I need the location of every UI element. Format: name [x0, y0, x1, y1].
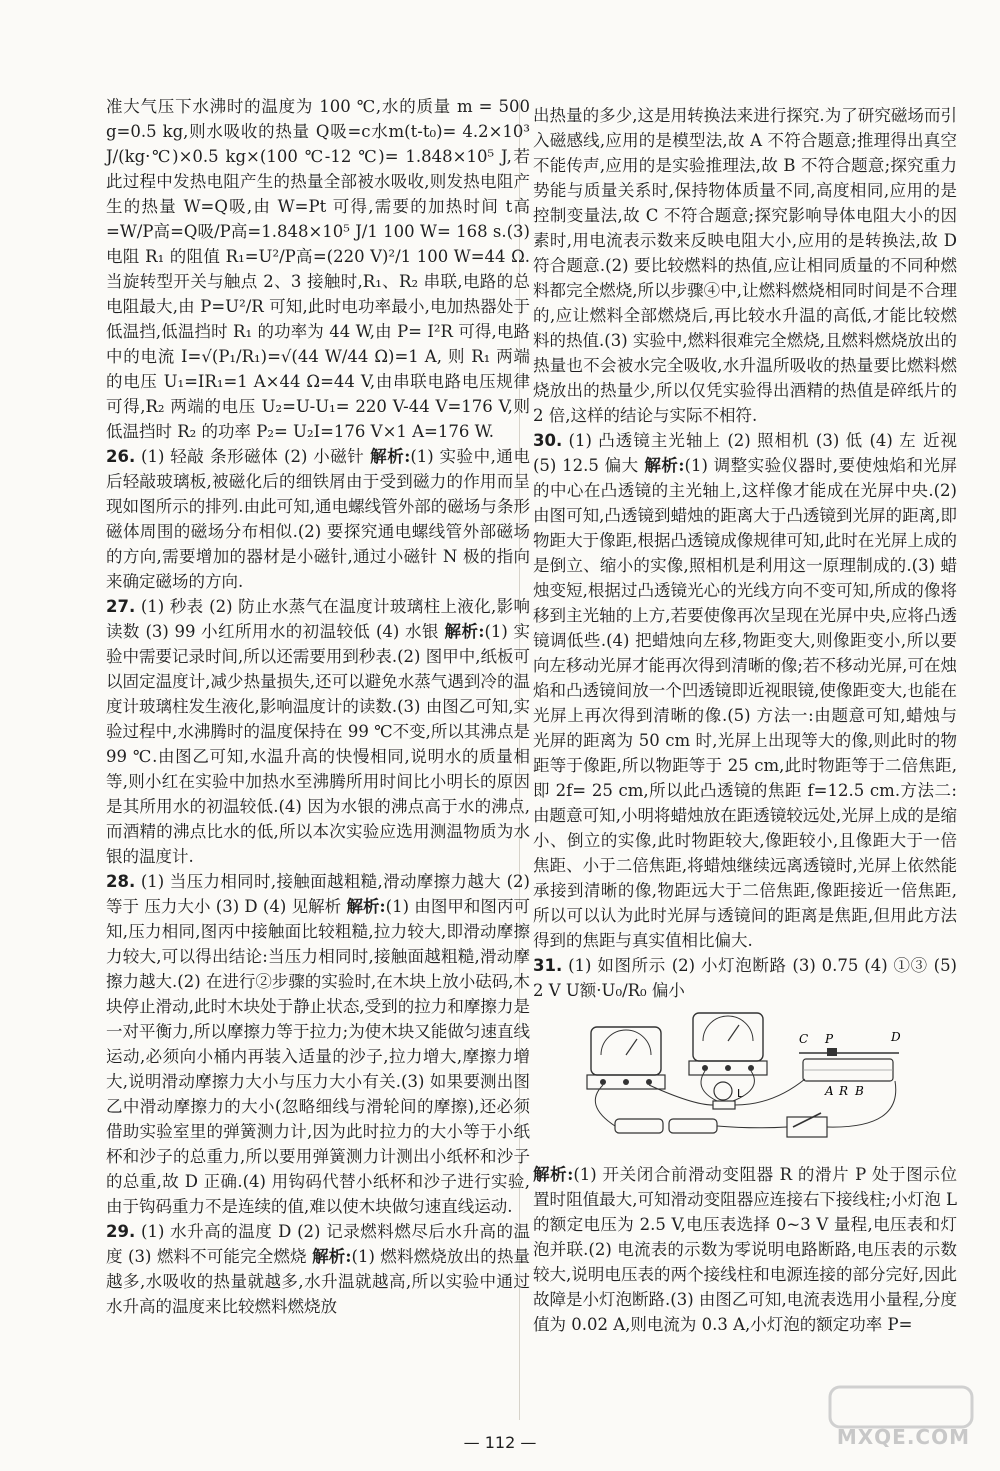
terminal-a: A	[825, 1084, 834, 1098]
q27-answer: (1) 秒表 (2) 防止水蒸气在温度计玻璃柱上液化,影响读数 (3) 99 小红所用水的初温较低 (4) 水银	[106, 597, 530, 641]
left-column	[106, 94, 530, 1319]
q28-analysis-label: 解析:	[346, 897, 386, 916]
slider-p: P	[825, 1032, 834, 1046]
right-column	[533, 103, 957, 1337]
q27-analysis: (1) 实验中需要记录时间,所以还需要用到秒表.(2) 图甲中,纸板可以固定温度计,减少热量损失,还可以避免水蒸气遇到冷的温度计玻璃柱发生液化,影响温度计的读数.(3) 由图乙可知,实验过程中,水沸腾时的温度保持在 99 ℃不变,所以其沸点是 99 ℃.由图乙可知,水温升高的快慢相同,说明水的质量相等,则小红在实验中加热水至沸腾所用时间比小明长的原因是其所用水的初温较低.(4) 因为水银的沸点高于水的沸点,而酒精的沸点比水的低,所以本次实验应选用测温物质为水银的温度计.	[106, 622, 531, 866]
q30-answer: (1) 凸透镜主光轴上 (2) 照相机 (3) 低 (4) 左 近视 (5) 12.5 偏大	[533, 431, 957, 475]
q29-continuation: 出热量的多少,这是用转换法来进行探究.为了研究磁场而引入磁感线,应用的是模型法,故 A 不符合题意;推理得出真空不能传声,应用的是实验推理法,故 B 不符合题意;探究重力势能与质量关系时,保持物体质量不同,高度相同,应用的是控制变量法,故 C 不符合题意;探究影响导体电阻大小的因素时,用电流表示数来反映电阻大小,应用的是转换法,故 D 符合题意.(2) 要比较燃料的热值,应让相同质量的不同种燃料都完全燃烧,所以步骤④中,让燃料燃烧相同时间是不合理的,应让燃料全部燃烧后,再比较水升温的高低,才能比较燃料的热值.(3) 实验中,燃料很难完全燃烧,且燃料燃烧放出的热量也不会被水完全吸收,水升温所吸收的热量要比燃料燃烧放出的热量少,所以仅凭实验得出酒精的热值是碎纸片的 2 倍,这样的结论与实际不相符.	[533, 106, 957, 425]
terminal-c: C	[799, 1032, 809, 1046]
bulb-label: L	[737, 1087, 744, 1100]
page-number: — 112 —	[463, 1433, 537, 1452]
q29-analysis: (1) 燃料燃烧放出的热量越多,水吸收的热量就越多,水升温就越高,所以实验中通过水升高的温度来比较燃料燃烧放	[106, 1247, 531, 1316]
rheostat	[799, 1030, 901, 1098]
terminal-b: B	[855, 1084, 864, 1098]
q27	[106, 594, 530, 869]
q31-answer: (1) 如图所示 (2) 小灯泡断路 (3) 0.75 (4) ①③ (5) 2 V U额·U₀/R₀ 偏小	[533, 956, 957, 1000]
q31	[533, 953, 957, 1003]
q29-answer: (1) 水升高的温度 D (2) 记录燃料燃尽后水升高的温度 (3) 燃料不可能完全燃烧	[106, 1222, 531, 1266]
watermark-text: MXQE.COM	[836, 1425, 970, 1449]
q26-analysis: (1) 实验中,通电后轻敲玻璃板,被磁化后的细铁屑由于受到磁力的作用而呈现如图所示的排列.由此可知,通电螺线管外部的磁场与条形磁体周围的磁场分布相似.(2) 要探究通电螺线管外部磁场的方向,需要增加的器材是小磁针,通过小磁针 N 极的指向来确定磁场的方向.	[106, 447, 530, 591]
q27-analysis-label: 解析:	[444, 622, 485, 641]
q28	[106, 869, 530, 1219]
q27-number: 27.	[106, 597, 136, 616]
q30-analysis-label: 解析:	[644, 456, 685, 475]
circuit-diagram	[573, 1009, 913, 1149]
q29-analysis-label: 解析:	[312, 1247, 352, 1266]
q29-number: 29.	[106, 1222, 136, 1241]
voltmeter	[689, 1013, 767, 1075]
q30-number: 30.	[533, 431, 563, 450]
q28-answer: (1) 当压力相同时,接触面越粗糙,滑动摩擦力越大 (2) 等于 压力大小 (3) D (4) 见解析	[106, 872, 530, 916]
q29	[106, 1219, 530, 1319]
q30	[533, 428, 957, 953]
q26	[106, 444, 530, 594]
resistor-r: R	[839, 1084, 849, 1098]
q26-analysis-label: 解析:	[370, 447, 411, 466]
battery	[615, 1119, 717, 1133]
q30-analysis: (1) 调整实验仪器时,要使烛焰和光屏的中心在凸透镜的主光轴上,这样像才能成在光屏中央.(2) 由图可知,凸透镜到蜡烛的距离大于凸透镜到光屏的距离,即物距大于像距,根据凸透镜成像规律可知,此时在光屏上成的是倒立、缩小的实像,照相机是利用这一原理制成的.(3) 蜡烛变短,根据过凸透镜光心的光线方向不变可知,所成的像将移到主光轴的上方,若要使像再次呈现在光屏中央,应将凸透镜调低些.(4) 把蜡烛向左移,物距变大,则像距变小,所以要向左移动光屏才能再次得到清晰的像;若不移动光屏,可在烛焰和凸透镜间放一个凹透镜即近视眼镜,使像距变大,也能在光屏上再次得到清晰的像.(5) 方法一:由题意可知,蜡烛与光屏的距离为 50 cm 时,光屏上出现等大的像,则此时的物距等于像距,所以物距等于 25 cm,此时物距等于二倍焦距,即 2f= 25 cm,所以此凸透镜的焦距 f=12.5 cm.方法二:由题意可知,小明将蜡烛放在距透镜较远处,光屏上成的是缩小、倒立的实像,此时物距较大,像距较小,且像距大于一倍焦距、小于二倍焦距,将蜡烛继续远离透镜时,光屏上依然能承接到清晰的像,物距远大于二倍焦距,像距接近一倍焦距,所以可以认为此时光屏与透镜间的距离是焦距,但用此方法得到的焦距与真实值相比偏大.	[533, 456, 957, 950]
terminal-d: D	[891, 1030, 901, 1044]
q31-analysis-block	[533, 1162, 957, 1337]
ammeter	[587, 1027, 665, 1089]
q26-answer: (1) 轻敲 条形磁体 (2) 小磁针	[141, 447, 365, 466]
q31-analysis-label: 解析:	[533, 1165, 574, 1184]
q28-number: 28.	[106, 872, 136, 891]
q25-continuation: 准大气压下水沸时的温度为 100 ℃,水的质量 m = 500 g=0.5 kg,则水吸收的热量 Q吸=c水m(t-t₀)= 4.2×10³ J/(kg·℃)×0.5 kg×(100 ℃-12 ℃)= 1.848×10⁵ J,若此过程中发热电阻产生的热量全部被水吸收,则发热电阻产生的热量 W=Q吸,由 W=Pt 可得,需要的加热时间 t高=W/P高=Q吸/P高=1.848×10⁵ J/1 100 W= 168 s.(3)电阻 R₁ 的阻值 R₁=U²/P高=(220 V)²/1 100 W=44 Ω. 当旋转型开关与触点 2、3 接触时,R₁、R₂ 串联,电路的总电阻最大,由 P=U²/R 可知,此时电功率最小,电加热器处于低温挡,低温挡时 R₁ 的功率为 44 W,由 P= I²R 可得,电路中的电流 I=√(P₁/R₁)=√(44 W/44 Ω)=1 A, 则 R₁ 两端的电压 U₁=IR₁=1 A×44 Ω=44 V,由串联电路电压规律可得,R₂ 两端的电压 U₂=U-U₁= 220 V-44 V=176 V,则低温挡时 R₂ 的功率 P₂= U₂I=176 V×1 A=176 W.	[106, 97, 530, 441]
q26-number: 26.	[106, 447, 136, 466]
q31-analysis: (1) 开关闭合前滑动变阻器 R 的滑片 P 处于图示位置时阻值最大,可知滑动变阻器应连接右下接线柱;小灯泡 L 的额定电压为 2.5 V,电压表选择 0~3 V 量程,电压表和灯泡并联.(2) 电流表的示数为零说明电路断路,电压表的示数较大,说明电压表的两个接线柱和电源连接的部分完好,因此故障是小灯泡断路.(3) 由图乙可知,电流表选用小量程,分度值为 0.02 A,则电流为 0.3 A,小灯泡的额定功率 P=	[533, 1165, 957, 1334]
q31-number: 31.	[533, 956, 563, 975]
q28-analysis: (1) 由图甲和图丙可知,压力相同,图丙中接触面比较粗糙,拉力较大,即滑动摩擦力较大,可以得出结论:当压力相同时,接触面越粗糙,滑动摩擦力越大.(2) 在进行②步骤的实验时,在木块上放小砝码,木块停止滑动,此时木块处于静止状态,受到的拉力和摩擦力是一对平衡力,所以摩擦力等于拉力;为使木块又能做匀速直线运动,必须向小桶内再装入适量的沙子,拉力增大,摩擦力增大,说明滑动摩擦力大小与压力大小有关.(3) 如果要测出图乙中滑动摩擦力的大小(忽略细线与滑轮间的摩擦),还必须借助实验室里的弹簧测力计,因为此时拉力的大小等于小纸杯和沙子的总重力,所以要用弹簧测力计测出小纸杯和沙子的总重,故 D 正确.(4) 用钩码代替小纸杯和沙子进行实验,由于钩码重力不是连续的值,难以使木块做匀速直线运动.	[106, 897, 530, 1216]
switch	[787, 1113, 827, 1137]
